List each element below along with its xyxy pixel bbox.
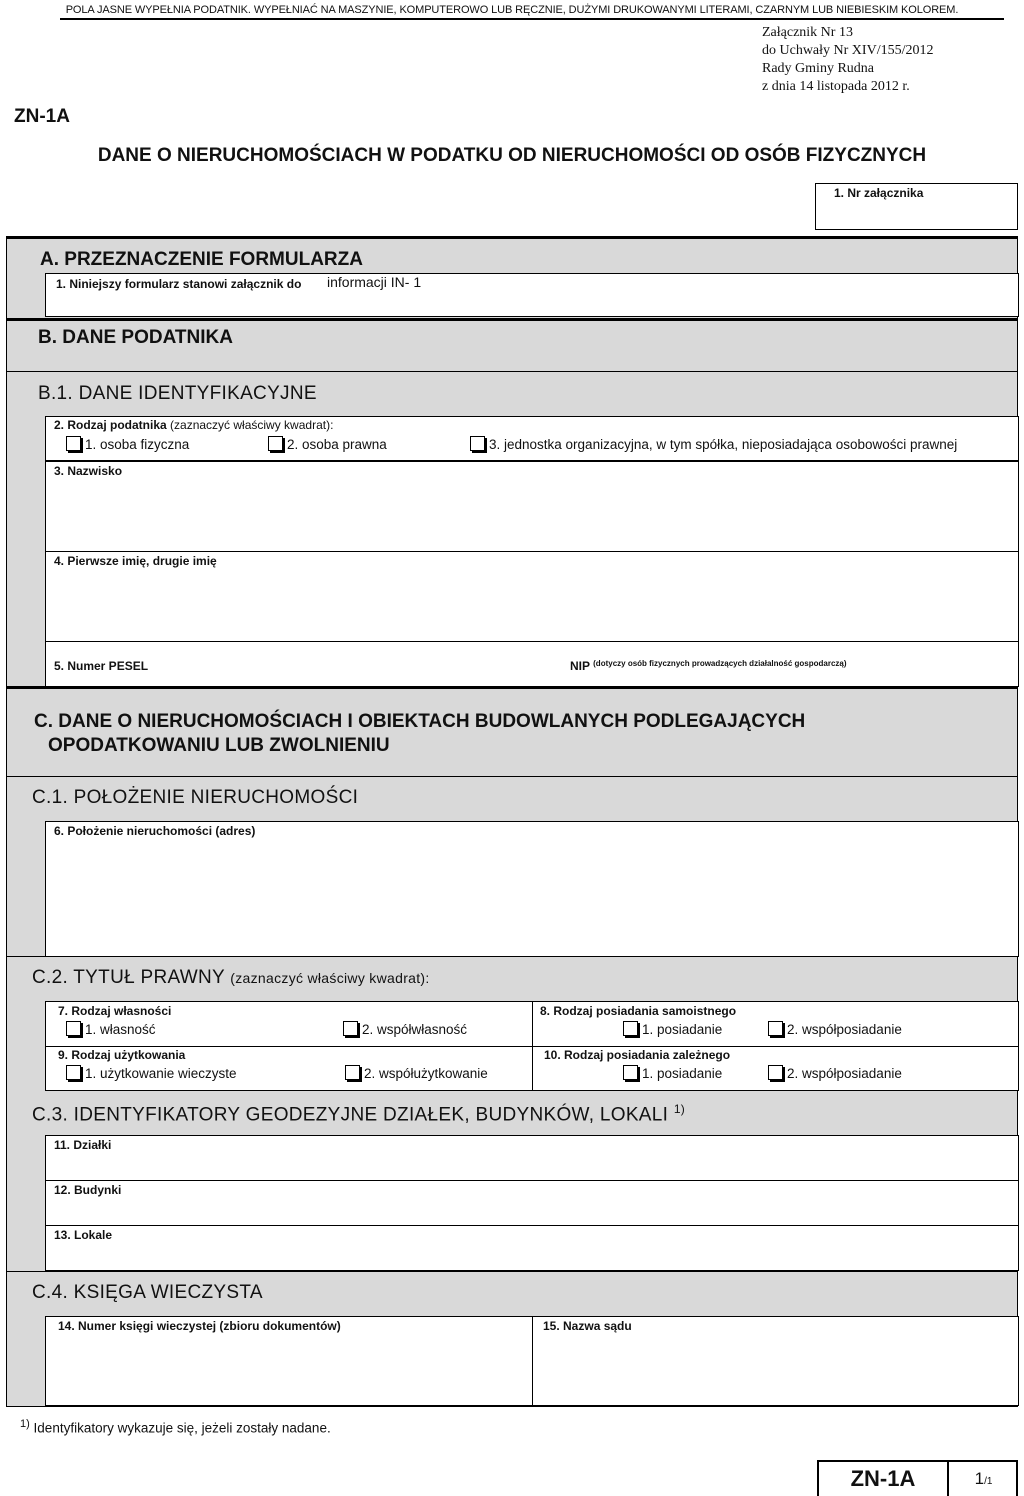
property-location-field[interactable] bbox=[45, 821, 1019, 957]
checkbox[interactable] bbox=[66, 1021, 81, 1036]
footnote-ref: 1) bbox=[673, 1102, 686, 1116]
annex-line: Rady Gminy Rudna bbox=[762, 61, 874, 76]
checkbox[interactable] bbox=[343, 1021, 358, 1036]
page-number: 1/1 bbox=[974, 1469, 993, 1488]
divider bbox=[7, 776, 1017, 777]
buildings-field[interactable] bbox=[45, 1180, 1019, 1226]
usage-option-perpetual[interactable]: 1. użytkowanie wieczyste bbox=[66, 1065, 237, 1081]
divider bbox=[46, 1046, 1018, 1047]
checkbox[interactable] bbox=[470, 436, 485, 451]
first-names-label: 4. Pierwsze imię, drugie imię bbox=[54, 554, 217, 568]
taxpayer-type-label: 2. Rodzaj podatnika (zaznaczyć właściwy kwadrat): bbox=[54, 418, 334, 432]
footnote-text: Identyfikatory wykazuje się, jeżeli zostały nadane. bbox=[33, 1420, 331, 1436]
taxpayer-type-field bbox=[45, 416, 1019, 461]
footnote bbox=[20, 1418, 331, 1436]
form-code: ZN-1A bbox=[14, 106, 70, 127]
pesel-nip-field[interactable] bbox=[45, 641, 1019, 687]
usage-option-co[interactable]: 2. współużytkowanie bbox=[345, 1065, 488, 1081]
surname-label: 3. Nazwisko bbox=[54, 464, 123, 478]
property-location-label: 6. Położenie nieruchomości (adres) bbox=[54, 824, 256, 838]
divider bbox=[7, 1271, 1017, 1272]
dependent-option-copossession[interactable]: 2. współposiadanie bbox=[768, 1065, 902, 1081]
section-b bbox=[6, 321, 1018, 687]
badge-form-code: ZN-1A bbox=[819, 1462, 949, 1496]
annex-reference bbox=[762, 24, 933, 96]
header-rule bbox=[60, 18, 1004, 20]
independent-possession-label: 8. Rodzaj posiadania samoistnego bbox=[540, 1004, 737, 1018]
checkbox[interactable] bbox=[768, 1065, 783, 1080]
footnote-mark: 1) bbox=[20, 1418, 30, 1430]
section-c-title: C. DANE O NIERUCHOMOŚCIACH I OBIEKTACH BUDOWLANYCH PODLEGAJĄCYCH OPODATKOWANIU LUB ZWOLNIENIU bbox=[34, 711, 806, 756]
plots-field[interactable] bbox=[45, 1135, 1019, 1181]
land-register-grid bbox=[45, 1316, 1019, 1406]
usage-label: 9. Rodzaj użytkowania bbox=[58, 1048, 186, 1062]
pesel-label: 5. Numer PESEL bbox=[54, 659, 149, 673]
section-a bbox=[6, 239, 1018, 319]
taxpayer-type-hint: (zaznaczyć właściwy kwadrat): bbox=[170, 418, 334, 432]
dependent-option-possession[interactable]: 1. posiadanie bbox=[623, 1065, 722, 1081]
taxpayer-option-legal[interactable]: 2. osoba prawna bbox=[268, 436, 387, 452]
checkbox[interactable] bbox=[66, 436, 81, 451]
taxpayer-option-organization[interactable]: 3. jednostka organizacyjna, w tym spółka, nieposiadająca osobowości prawnej bbox=[470, 436, 957, 452]
attachment-number-field[interactable] bbox=[815, 183, 1018, 230]
annex-line: z dnia 14 listopada 2012 r. bbox=[762, 79, 910, 94]
page-title: DANE O NIERUCHOMOŚCIACH W PODATKU OD NIERUCHOMOŚCI OD OSÓB FIZYCZNYCH bbox=[97, 145, 927, 166]
nip-hint: (dotyczy osób fizycznych prowadzących działalność gospodarczą) bbox=[593, 659, 847, 668]
checkbox[interactable] bbox=[66, 1065, 81, 1080]
buildings-label: 12. Budynki bbox=[54, 1183, 122, 1197]
section-a-title: A. PRZEZNACZENIE FORMULARZA bbox=[40, 249, 363, 270]
divider bbox=[7, 371, 1017, 372]
court-label: 15. Nazwa sądu bbox=[543, 1319, 632, 1333]
section-c2-hint: (zaznaczyć właściwy kwadrat): bbox=[230, 970, 430, 986]
fill-instruction: POLA JASNE WYPEŁNIA PODATNIK. WYPEŁNIAĆ NA MASZYNIE, KOMPUTEROWO LUB RĘCZNIE, DUŻYMI DRUKOWANYMI LITERAMI, CZARNYM LUB NIEBIESKIM KOLOREM. bbox=[65, 4, 959, 16]
dependent-possession-label: 10. Rodzaj posiadania zależnego bbox=[544, 1048, 731, 1062]
form-purpose-label: 1. Niniejszy formularz stanowi załącznik do bbox=[56, 277, 302, 291]
section-c bbox=[6, 689, 1018, 1407]
form-badge bbox=[817, 1460, 1018, 1496]
attachment-number-label: 1. Nr załącznika bbox=[834, 186, 924, 200]
checkbox[interactable] bbox=[268, 436, 283, 451]
section-c1-title: C.1. POŁOŻENIE NIERUCHOMOŚCI bbox=[32, 787, 359, 808]
section-c2-title: C.2. TYTUŁ PRAWNY (zaznaczyć właściwy kwadrat): bbox=[32, 967, 430, 988]
section-c4-title: C.4. KSIĘGA WIECZYSTA bbox=[32, 1282, 263, 1303]
court-field[interactable] bbox=[533, 1317, 1018, 1405]
section-b1-title: B.1. DANE IDENTYFIKACYJNE bbox=[38, 383, 317, 404]
surname-field[interactable] bbox=[45, 461, 1019, 552]
section-b-title: B. DANE PODATNIKA bbox=[38, 327, 233, 348]
page-total: /1 bbox=[984, 1476, 993, 1487]
independent-option-copossession[interactable]: 2. współposiadanie bbox=[768, 1021, 902, 1037]
divider bbox=[7, 956, 1017, 957]
checkbox[interactable] bbox=[623, 1021, 638, 1036]
checkbox[interactable] bbox=[345, 1065, 360, 1080]
independent-option-possession[interactable]: 1. posiadanie bbox=[623, 1021, 722, 1037]
form-purpose-value: informacji IN- 1 bbox=[327, 274, 422, 290]
ownership-option-co[interactable]: 2. współwłasność bbox=[343, 1021, 467, 1037]
land-register-field[interactable] bbox=[46, 1317, 532, 1405]
checkbox[interactable] bbox=[623, 1065, 638, 1080]
ownership-option-full[interactable]: 1. własność bbox=[66, 1021, 156, 1037]
nip-label: NIP $^{(dotyczy osób fizycznych prowadzących działalność gospodarczą)}$ bbox=[570, 659, 847, 673]
annex-line: do Uchwały Nr XIV/155/2012 bbox=[762, 43, 934, 58]
premises-field[interactable] bbox=[45, 1225, 1019, 1271]
section-c3-title: C.3. IDENTYFIKATORY GEODEZYJNE DZIAŁEK, BUDYNKÓW, LOKALI $^{1)}$ bbox=[32, 1102, 686, 1126]
land-register-label: 14. Numer księgi wieczystej (zbioru dokumentów) bbox=[58, 1319, 341, 1333]
ownership-label: 7. Rodzaj własności bbox=[58, 1004, 172, 1018]
taxpayer-option-individual[interactable]: 1. osoba fizyczna bbox=[66, 436, 189, 452]
plots-label: 11. Działki bbox=[54, 1138, 112, 1152]
form-purpose-field[interactable] bbox=[45, 273, 1019, 317]
checkbox[interactable] bbox=[768, 1021, 783, 1036]
legal-title-grid bbox=[45, 1001, 1019, 1091]
annex-line: Załącznik Nr 13 bbox=[762, 25, 853, 40]
premises-label: 13. Lokale bbox=[54, 1228, 113, 1242]
first-names-field[interactable] bbox=[45, 551, 1019, 642]
